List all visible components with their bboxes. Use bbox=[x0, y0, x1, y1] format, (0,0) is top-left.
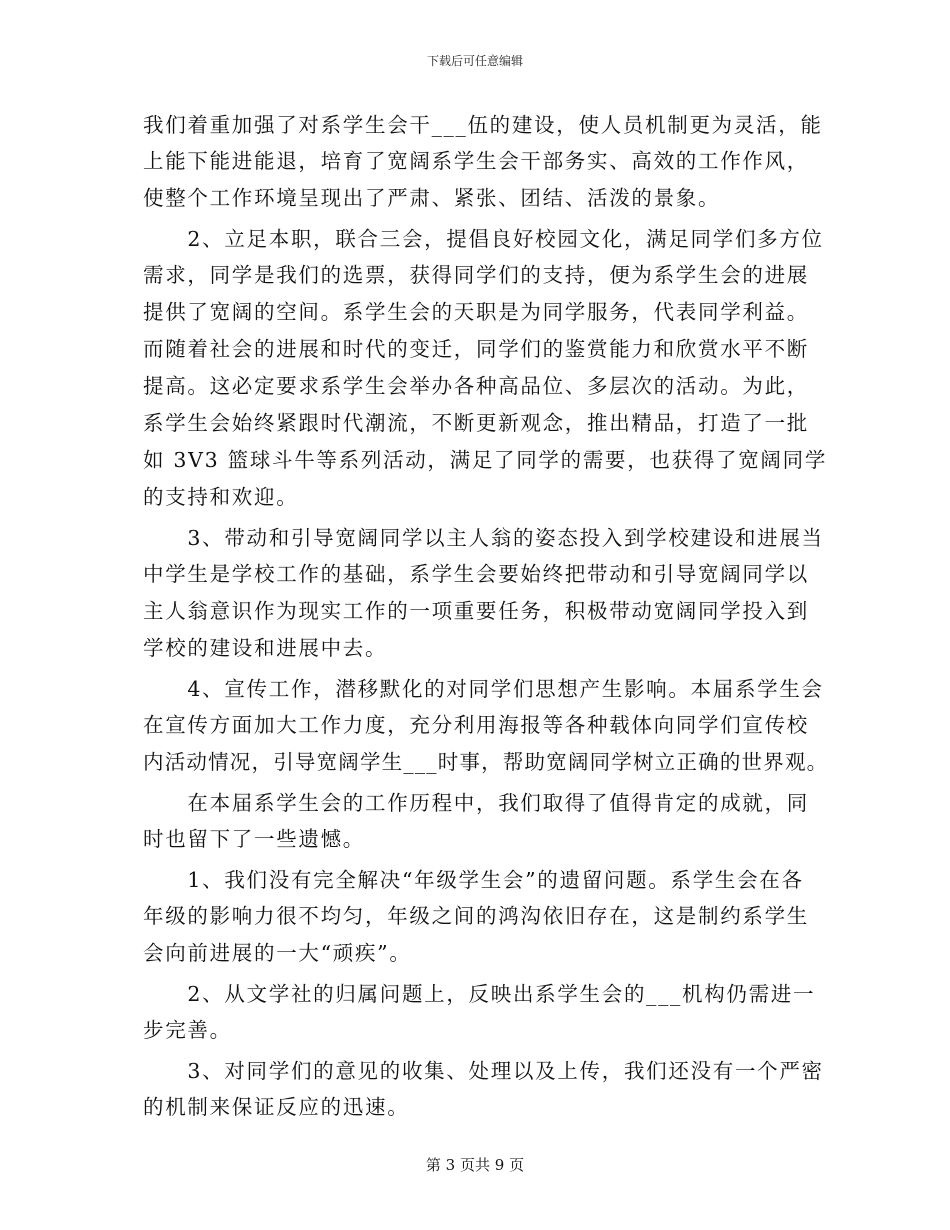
body-line: 学校的建设和进展中去。 bbox=[143, 636, 388, 660]
page-footer: 第 3 页共 9 页 bbox=[425, 1156, 525, 1174]
body-line: 主人翁意识作为现实工作的一项重要任务，积极带动宽阔同学投入到 bbox=[143, 599, 809, 623]
page-header: 下载后可任意编辑 bbox=[426, 54, 523, 68]
body-line: 3、对同学们的意见的收集、处理以及上传，我们还没有一个严密 bbox=[143, 1059, 824, 1083]
body-line: 而随着社会的进展和时代的变迁，同学们的鉴赏能力和欣赏水平不断 bbox=[143, 337, 809, 361]
body-line: 2、从文学社的归属问题上，反映出系学生会的___机构仍需进一 bbox=[143, 982, 816, 1006]
body-line: 使整个工作环境呈现出了严肃、紧张、团结、活泼的景象。 bbox=[143, 186, 721, 210]
body-line: 需求，同学是我们的选票，获得同学们的支持，便为系学生会的进展 bbox=[143, 263, 809, 287]
body-line: 上能下能进能退，培育了宽阔系学生会干部务实、高效的工作作风， bbox=[143, 149, 809, 173]
body-line: 我们着重加强了对系学生会干___伍的建设，使人员机制更为灵活，能 bbox=[143, 113, 823, 137]
body-line: 的机制来保证反应的迅速。 bbox=[143, 1095, 410, 1119]
body-line: 年级的影响力很不均匀，年级之间的鸿沟依旧存在，这是制约系学生 bbox=[143, 904, 809, 928]
body-line: 时也留下了一些遗憾。 bbox=[143, 827, 365, 851]
body-line: 内活动情况，引导宽阔学生___时事，帮助宽阔同学树立正确的世界观。 bbox=[143, 750, 829, 774]
body-line: 会向前进展的一大“顽疾”。 bbox=[143, 941, 412, 965]
body-line: 1、我们没有完全解决“年级学生会”的遗留问题。系学生会在各 bbox=[143, 868, 804, 892]
body-line: 提供了宽阔的空间。系学生会的天职是为同学服务，代表同学利益。 bbox=[143, 300, 809, 324]
body-line: 2、立足本职，联合三会，提倡良好校园文化，满足同学们多方位 bbox=[143, 227, 824, 251]
body-line: 步完善。 bbox=[143, 1018, 232, 1042]
body-line: 4、宣传工作，潜移默化的对同学们思想产生影响。本届系学生会 bbox=[143, 677, 824, 701]
body-line: 提高。这必定要求系学生会举办各种高品位、多层次的活动。为此， bbox=[143, 374, 809, 398]
body-line: 如 3V3 篮球斗牛等系列活动，满足了同学的需要，也获得了宽阔同学 bbox=[143, 448, 828, 472]
body-line: 在宣传方面加大工作力度，充分利用海报等各种载体向同学们宣传校 bbox=[143, 713, 809, 737]
body-line: 系学生会始终紧跟时代潮流，不断更新观念，推出精品，打造了一批 bbox=[143, 411, 809, 435]
body-line: 的支持和欢迎。 bbox=[143, 485, 299, 509]
body-line: 中学生是学校工作的基础，系学生会要始终把带动和引导宽阔同学以 bbox=[143, 562, 809, 586]
body-line: 3、带动和引导宽阔同学以主人翁的姿态投入到学校建设和进展当 bbox=[143, 526, 824, 550]
body-line: 在本届系学生会的工作历程中，我们取得了值得肯定的成就，同 bbox=[143, 791, 809, 815]
